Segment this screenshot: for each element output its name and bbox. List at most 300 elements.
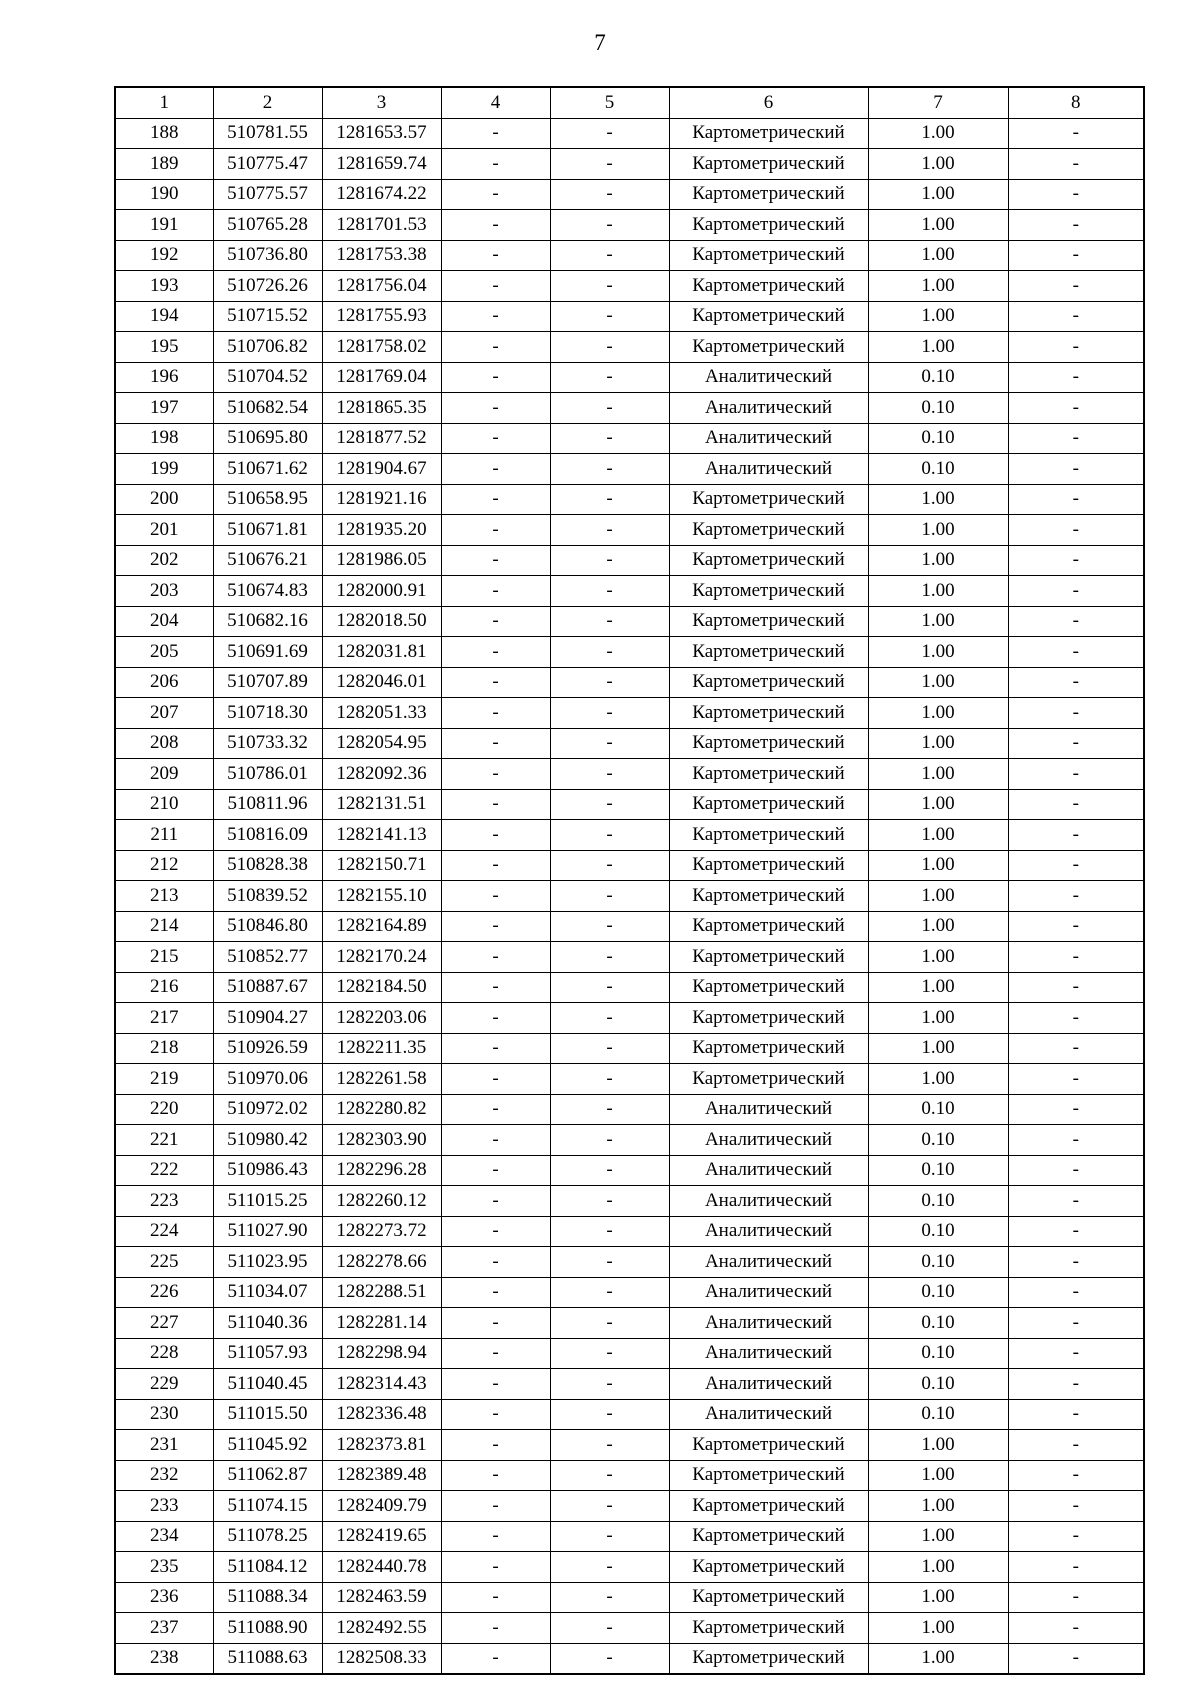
cell-accuracy: 1.00	[868, 1521, 1008, 1552]
cell-column-4: -	[441, 545, 550, 576]
table-row	[115, 1552, 1144, 1583]
table-row	[115, 1003, 1144, 1034]
cell-coordinate-x: 510682.16	[213, 606, 322, 637]
table-row	[115, 789, 1144, 820]
cell-column-5: -	[550, 271, 669, 302]
cell-column-4: -	[441, 240, 550, 271]
cell-column-5: -	[550, 728, 669, 759]
cell-column-4: -	[441, 1430, 550, 1461]
table-row	[115, 911, 1144, 942]
cell-column-5: -	[550, 850, 669, 881]
cell-method: Картометрический	[669, 1033, 868, 1064]
cell-column-8: -	[1008, 1308, 1144, 1339]
cell-point-number: 229	[115, 1369, 213, 1400]
cell-coordinate-x: 511040.36	[213, 1308, 322, 1339]
column-header-8: 8	[1008, 87, 1144, 118]
cell-method: Аналитический	[669, 1308, 868, 1339]
cell-coordinate-y: 1281921.16	[322, 484, 441, 515]
cell-coordinate-y: 1282051.33	[322, 698, 441, 729]
cell-accuracy: 0.10	[868, 1186, 1008, 1217]
table-row	[115, 332, 1144, 363]
cell-coordinate-y: 1282336.48	[322, 1399, 441, 1430]
cell-coordinate-x: 511023.95	[213, 1247, 322, 1278]
cell-point-number: 208	[115, 728, 213, 759]
cell-accuracy: 0.10	[868, 1369, 1008, 1400]
cell-column-4: -	[441, 362, 550, 393]
cell-column-8: -	[1008, 1277, 1144, 1308]
table-row	[115, 240, 1144, 271]
cell-coordinate-y: 1281769.04	[322, 362, 441, 393]
cell-method: Картометрический	[669, 728, 868, 759]
cell-column-4: -	[441, 972, 550, 1003]
cell-column-4: -	[441, 332, 550, 363]
cell-column-5: -	[550, 667, 669, 698]
cell-accuracy: 0.10	[868, 1216, 1008, 1247]
cell-point-number: 196	[115, 362, 213, 393]
cell-column-4: -	[441, 210, 550, 241]
cell-coordinate-y: 1282131.51	[322, 789, 441, 820]
cell-column-5: -	[550, 820, 669, 851]
table-row	[115, 972, 1144, 1003]
cell-column-5: -	[550, 149, 669, 180]
cell-method: Аналитический	[669, 1247, 868, 1278]
cell-coordinate-x: 510706.82	[213, 332, 322, 363]
cell-accuracy: 1.00	[868, 332, 1008, 363]
cell-coordinate-y: 1281659.74	[322, 149, 441, 180]
cell-method: Картометрический	[669, 820, 868, 851]
cell-accuracy: 1.00	[868, 820, 1008, 851]
cell-column-8: -	[1008, 606, 1144, 637]
cell-accuracy: 1.00	[868, 1582, 1008, 1613]
cell-coordinate-x: 510718.30	[213, 698, 322, 729]
table-row	[115, 271, 1144, 302]
cell-column-5: -	[550, 1216, 669, 1247]
cell-column-5: -	[550, 1369, 669, 1400]
cell-column-4: -	[441, 423, 550, 454]
cell-column-5: -	[550, 698, 669, 729]
cell-column-8: -	[1008, 759, 1144, 790]
cell-coordinate-x: 511088.34	[213, 1582, 322, 1613]
cell-coordinate-y: 1281865.35	[322, 393, 441, 424]
cell-coordinate-y: 1282298.94	[322, 1338, 441, 1369]
cell-column-4: -	[441, 698, 550, 729]
cell-coordinate-y: 1282000.91	[322, 576, 441, 607]
cell-coordinate-y: 1282440.78	[322, 1552, 441, 1583]
column-header-1: 1	[115, 87, 213, 118]
cell-column-5: -	[550, 1094, 669, 1125]
cell-column-5: -	[550, 1003, 669, 1034]
cell-column-8: -	[1008, 1613, 1144, 1644]
cell-coordinate-x: 510980.42	[213, 1125, 322, 1156]
cell-column-4: -	[441, 454, 550, 485]
cell-accuracy: 1.00	[868, 1064, 1008, 1095]
cell-column-4: -	[441, 942, 550, 973]
cell-coordinate-x: 511084.12	[213, 1552, 322, 1583]
cell-column-4: -	[441, 1308, 550, 1339]
table-row	[115, 1216, 1144, 1247]
cell-point-number: 206	[115, 667, 213, 698]
cell-method: Аналитический	[669, 454, 868, 485]
cell-coordinate-y: 1282184.50	[322, 972, 441, 1003]
cell-accuracy: 0.10	[868, 423, 1008, 454]
cell-column-8: -	[1008, 881, 1144, 912]
cell-column-5: -	[550, 1155, 669, 1186]
cell-column-8: -	[1008, 118, 1144, 149]
cell-point-number: 215	[115, 942, 213, 973]
cell-method: Картометрический	[669, 1003, 868, 1034]
cell-coordinate-y: 1282046.01	[322, 667, 441, 698]
cell-accuracy: 1.00	[868, 1033, 1008, 1064]
table-row	[115, 1643, 1144, 1674]
cell-point-number: 212	[115, 850, 213, 881]
cell-column-5: -	[550, 1582, 669, 1613]
cell-column-4: -	[441, 1155, 550, 1186]
cell-method: Картометрический	[669, 301, 868, 332]
cell-method: Картометрический	[669, 545, 868, 576]
cell-column-5: -	[550, 1033, 669, 1064]
cell-method: Картометрический	[669, 149, 868, 180]
cell-accuracy: 0.10	[868, 454, 1008, 485]
cell-column-5: -	[550, 637, 669, 668]
cell-point-number: 211	[115, 820, 213, 851]
table-row	[115, 393, 1144, 424]
cell-column-4: -	[441, 179, 550, 210]
cell-method: Аналитический	[669, 362, 868, 393]
cell-column-4: -	[441, 667, 550, 698]
table-row	[115, 1491, 1144, 1522]
column-header-2: 2	[213, 87, 322, 118]
cell-coordinate-x: 510691.69	[213, 637, 322, 668]
cell-method: Картометрический	[669, 1064, 868, 1095]
cell-coordinate-x: 511078.25	[213, 1521, 322, 1552]
cell-coordinate-x: 510839.52	[213, 881, 322, 912]
cell-coordinate-x: 510781.55	[213, 118, 322, 149]
cell-column-5: -	[550, 1430, 669, 1461]
cell-column-8: -	[1008, 1186, 1144, 1217]
cell-point-number: 207	[115, 698, 213, 729]
cell-coordinate-x: 511074.15	[213, 1491, 322, 1522]
table-row	[115, 1277, 1144, 1308]
cell-column-5: -	[550, 1613, 669, 1644]
cell-coordinate-y: 1281877.52	[322, 423, 441, 454]
cell-method: Картометрический	[669, 1430, 868, 1461]
table-row	[115, 118, 1144, 149]
cell-column-4: -	[441, 1613, 550, 1644]
cell-coordinate-x: 510733.32	[213, 728, 322, 759]
cell-point-number: 204	[115, 606, 213, 637]
cell-point-number: 226	[115, 1277, 213, 1308]
cell-coordinate-x: 510658.95	[213, 484, 322, 515]
cell-coordinate-y: 1282031.81	[322, 637, 441, 668]
cell-point-number: 220	[115, 1094, 213, 1125]
table-row	[115, 667, 1144, 698]
cell-method: Картометрический	[669, 1460, 868, 1491]
table-row	[115, 820, 1144, 851]
table-row	[115, 637, 1144, 668]
cell-column-5: -	[550, 942, 669, 973]
table-row	[115, 1247, 1144, 1278]
cell-column-4: -	[441, 1552, 550, 1583]
cell-coordinate-x: 511088.90	[213, 1613, 322, 1644]
cell-column-8: -	[1008, 1338, 1144, 1369]
cell-coordinate-x: 510676.21	[213, 545, 322, 576]
cell-accuracy: 1.00	[868, 576, 1008, 607]
cell-point-number: 205	[115, 637, 213, 668]
cell-point-number: 198	[115, 423, 213, 454]
cell-column-8: -	[1008, 1216, 1144, 1247]
cell-coordinate-y: 1282373.81	[322, 1430, 441, 1461]
cell-coordinate-y: 1282170.24	[322, 942, 441, 973]
cell-coordinate-x: 511034.07	[213, 1277, 322, 1308]
cell-column-8: -	[1008, 1369, 1144, 1400]
cell-column-4: -	[441, 1094, 550, 1125]
cell-column-5: -	[550, 240, 669, 271]
cell-point-number: 189	[115, 149, 213, 180]
cell-coordinate-x: 510682.54	[213, 393, 322, 424]
cell-column-4: -	[441, 789, 550, 820]
cell-column-4: -	[441, 1186, 550, 1217]
cell-coordinate-y: 1281758.02	[322, 332, 441, 363]
cell-accuracy: 1.00	[868, 210, 1008, 241]
cell-accuracy: 0.10	[868, 1155, 1008, 1186]
cell-point-number: 217	[115, 1003, 213, 1034]
cell-coordinate-y: 1282211.35	[322, 1033, 441, 1064]
cell-coordinate-y: 1281935.20	[322, 515, 441, 546]
cell-point-number: 192	[115, 240, 213, 271]
cell-point-number: 190	[115, 179, 213, 210]
cell-coordinate-y: 1282018.50	[322, 606, 441, 637]
cell-column-8: -	[1008, 1003, 1144, 1034]
cell-coordinate-x: 511015.25	[213, 1186, 322, 1217]
cell-method: Аналитический	[669, 1186, 868, 1217]
cell-method: Аналитический	[669, 1369, 868, 1400]
cell-coordinate-x: 510852.77	[213, 942, 322, 973]
cell-method: Картометрический	[669, 698, 868, 729]
cell-column-8: -	[1008, 1125, 1144, 1156]
cell-point-number: 200	[115, 484, 213, 515]
cell-method: Аналитический	[669, 1125, 868, 1156]
cell-coordinate-x: 510775.47	[213, 149, 322, 180]
cell-point-number: 218	[115, 1033, 213, 1064]
cell-coordinate-y: 1282296.28	[322, 1155, 441, 1186]
table-row	[115, 423, 1144, 454]
cell-accuracy: 1.00	[868, 301, 1008, 332]
cell-column-5: -	[550, 881, 669, 912]
cell-coordinate-y: 1282141.13	[322, 820, 441, 851]
cell-coordinate-x: 511045.92	[213, 1430, 322, 1461]
cell-coordinate-y: 1282389.48	[322, 1460, 441, 1491]
cell-point-number: 194	[115, 301, 213, 332]
cell-method: Картометрический	[669, 1521, 868, 1552]
cell-column-5: -	[550, 606, 669, 637]
cell-method: Картометрический	[669, 1582, 868, 1613]
cell-method: Картометрический	[669, 118, 868, 149]
cell-column-8: -	[1008, 240, 1144, 271]
table-row	[115, 1064, 1144, 1095]
cell-coordinate-y: 1282463.59	[322, 1582, 441, 1613]
cell-column-5: -	[550, 1460, 669, 1491]
cell-coordinate-y: 1281904.67	[322, 454, 441, 485]
cell-accuracy: 1.00	[868, 698, 1008, 729]
cell-point-number: 201	[115, 515, 213, 546]
cell-accuracy: 0.10	[868, 1247, 1008, 1278]
table-row	[115, 484, 1144, 515]
cell-column-4: -	[441, 820, 550, 851]
cell-coordinate-x: 510811.96	[213, 789, 322, 820]
cell-point-number: 219	[115, 1064, 213, 1095]
cell-column-8: -	[1008, 332, 1144, 363]
cell-accuracy: 1.00	[868, 545, 1008, 576]
cell-column-8: -	[1008, 1247, 1144, 1278]
cell-column-8: -	[1008, 942, 1144, 973]
cell-coordinate-x: 510736.80	[213, 240, 322, 271]
cell-column-5: -	[550, 972, 669, 1003]
cell-column-5: -	[550, 911, 669, 942]
cell-column-8: -	[1008, 393, 1144, 424]
cell-point-number: 237	[115, 1613, 213, 1644]
cell-coordinate-y: 1281753.38	[322, 240, 441, 271]
cell-accuracy: 0.10	[868, 362, 1008, 393]
cell-column-8: -	[1008, 820, 1144, 851]
cell-point-number: 223	[115, 1186, 213, 1217]
cell-column-4: -	[441, 1125, 550, 1156]
cell-method: Аналитический	[669, 393, 868, 424]
cell-column-5: -	[550, 1308, 669, 1339]
cell-point-number: 221	[115, 1125, 213, 1156]
cell-coordinate-y: 1282280.82	[322, 1094, 441, 1125]
cell-method: Аналитический	[669, 1277, 868, 1308]
cell-point-number: 216	[115, 972, 213, 1003]
cell-column-5: -	[550, 179, 669, 210]
cell-coordinate-x: 510704.52	[213, 362, 322, 393]
cell-method: Аналитический	[669, 1338, 868, 1369]
table-row	[115, 301, 1144, 332]
cell-accuracy: 1.00	[868, 118, 1008, 149]
cell-method: Картометрический	[669, 576, 868, 607]
cell-point-number: 231	[115, 1430, 213, 1461]
cell-accuracy: 1.00	[868, 972, 1008, 1003]
cell-column-5: -	[550, 1064, 669, 1095]
cell-accuracy: 1.00	[868, 942, 1008, 973]
table-row	[115, 1308, 1144, 1339]
cell-coordinate-x: 510765.28	[213, 210, 322, 241]
cell-column-4: -	[441, 850, 550, 881]
table-row	[115, 942, 1144, 973]
cell-method: Аналитический	[669, 1216, 868, 1247]
cell-accuracy: 1.00	[868, 515, 1008, 546]
cell-column-8: -	[1008, 423, 1144, 454]
cell-coordinate-x: 510926.59	[213, 1033, 322, 1064]
cell-column-5: -	[550, 393, 669, 424]
cell-method: Картометрический	[669, 515, 868, 546]
column-header-6: 6	[669, 87, 868, 118]
cell-column-8: -	[1008, 728, 1144, 759]
cell-column-4: -	[441, 1460, 550, 1491]
cell-point-number: 193	[115, 271, 213, 302]
table-row	[115, 759, 1144, 790]
table-row	[115, 1369, 1144, 1400]
cell-column-8: -	[1008, 637, 1144, 668]
cell-method: Картометрический	[669, 942, 868, 973]
cell-accuracy: 0.10	[868, 1125, 1008, 1156]
cell-column-4: -	[441, 1003, 550, 1034]
cell-coordinate-y: 1282150.71	[322, 850, 441, 881]
cell-column-4: -	[441, 118, 550, 149]
cell-column-8: -	[1008, 972, 1144, 1003]
cell-column-8: -	[1008, 789, 1144, 820]
table-row	[115, 1613, 1144, 1644]
cell-method: Аналитический	[669, 1155, 868, 1186]
cell-column-8: -	[1008, 454, 1144, 485]
cell-column-4: -	[441, 1216, 550, 1247]
cell-column-5: -	[550, 1247, 669, 1278]
cell-column-4: -	[441, 881, 550, 912]
cell-column-4: -	[441, 576, 550, 607]
cell-column-5: -	[550, 1186, 669, 1217]
cell-point-number: 195	[115, 332, 213, 363]
cell-accuracy: 0.10	[868, 1277, 1008, 1308]
table-row	[115, 1125, 1144, 1156]
cell-column-5: -	[550, 1399, 669, 1430]
cell-point-number: 199	[115, 454, 213, 485]
cell-accuracy: 1.00	[868, 179, 1008, 210]
cell-coordinate-y: 1282164.89	[322, 911, 441, 942]
cell-coordinate-x: 510726.26	[213, 271, 322, 302]
cell-point-number: 213	[115, 881, 213, 912]
cell-coordinate-x: 510786.01	[213, 759, 322, 790]
cell-accuracy: 0.10	[868, 1399, 1008, 1430]
cell-coordinate-x: 510986.43	[213, 1155, 322, 1186]
cell-coordinate-y: 1282092.36	[322, 759, 441, 790]
cell-coordinate-y: 1281755.93	[322, 301, 441, 332]
cell-coordinate-y: 1282054.95	[322, 728, 441, 759]
cell-method: Картометрический	[669, 271, 868, 302]
cell-column-8: -	[1008, 667, 1144, 698]
cell-column-4: -	[441, 1338, 550, 1369]
cell-coordinate-y: 1282508.33	[322, 1643, 441, 1674]
cell-column-5: -	[550, 1552, 669, 1583]
cell-accuracy: 1.00	[868, 149, 1008, 180]
cell-coordinate-x: 510970.06	[213, 1064, 322, 1095]
cell-column-4: -	[441, 271, 550, 302]
table-row	[115, 576, 1144, 607]
cell-accuracy: 1.00	[868, 240, 1008, 271]
cell-coordinate-y: 1282409.79	[322, 1491, 441, 1522]
cell-column-8: -	[1008, 301, 1144, 332]
cell-coordinate-y: 1281653.57	[322, 118, 441, 149]
cell-coordinate-x: 511015.50	[213, 1399, 322, 1430]
cell-accuracy: 1.00	[868, 911, 1008, 942]
cell-method: Картометрический	[669, 606, 868, 637]
cell-column-8: -	[1008, 698, 1144, 729]
cell-accuracy: 1.00	[868, 667, 1008, 698]
page-number: 7	[594, 30, 606, 55]
column-header-5: 5	[550, 87, 669, 118]
cell-coordinate-y: 1282155.10	[322, 881, 441, 912]
cell-column-5: -	[550, 789, 669, 820]
cell-accuracy: 0.10	[868, 1338, 1008, 1369]
cell-accuracy: 1.00	[868, 1552, 1008, 1583]
cell-column-4: -	[441, 1033, 550, 1064]
cell-column-8: -	[1008, 1064, 1144, 1095]
cell-column-4: -	[441, 1064, 550, 1095]
cell-column-5: -	[550, 1491, 669, 1522]
cell-point-number: 191	[115, 210, 213, 241]
cell-method: Аналитический	[669, 1094, 868, 1125]
column-header-7: 7	[868, 87, 1008, 118]
cell-accuracy: 1.00	[868, 271, 1008, 302]
cell-coordinate-x: 510671.62	[213, 454, 322, 485]
